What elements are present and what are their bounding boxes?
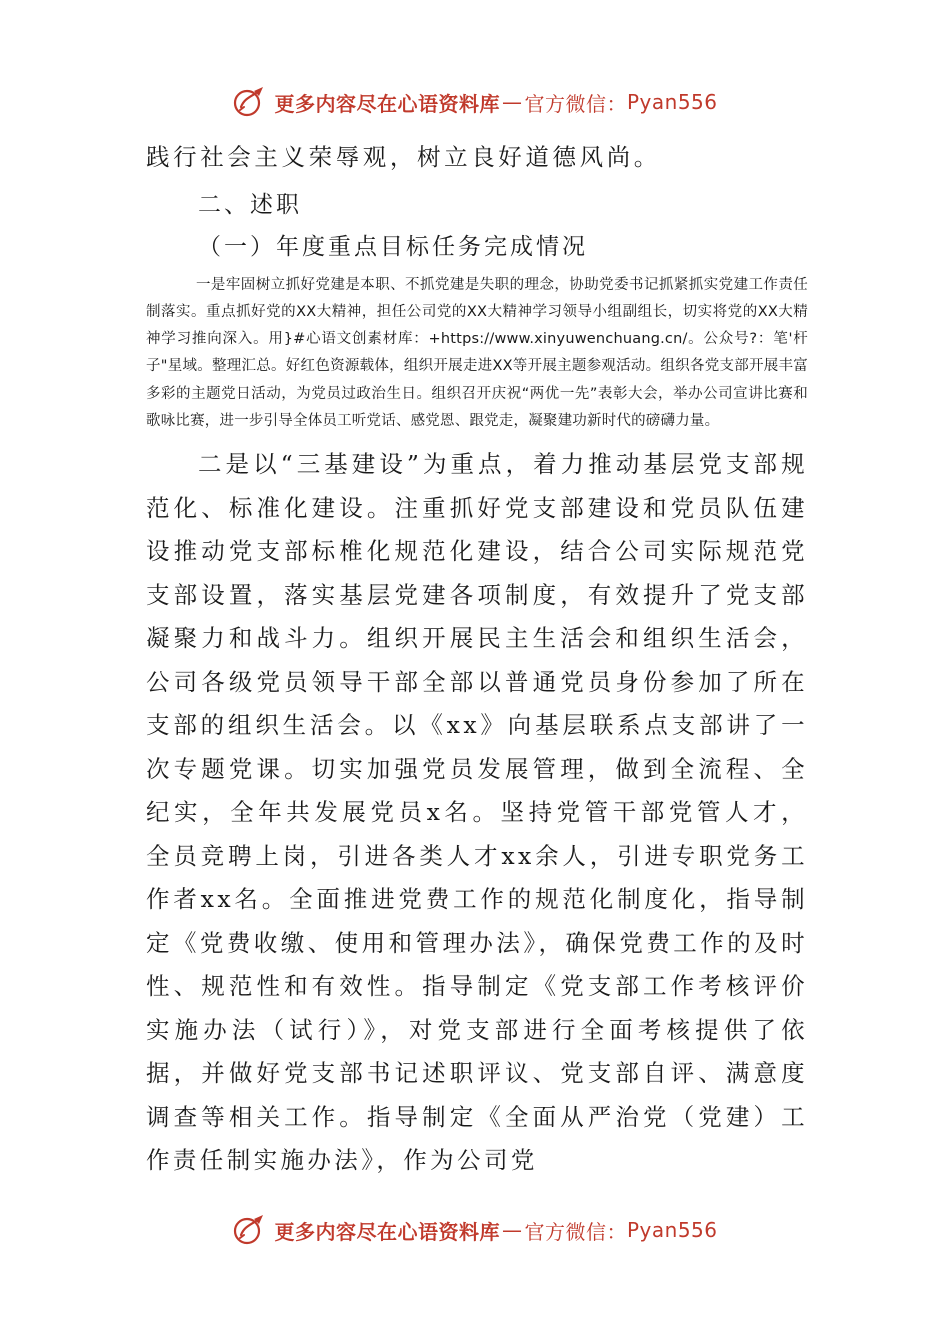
watermark-wechat-id: Pyan556 bbox=[626, 90, 718, 114]
paragraph-one: 一是牢固树立抓好党建是本职、不抓党建是失职的理念，协助党委书记抓紧抓实党建工作责任制落实。重点抓好党的XX大精神，担任公司党的XX大精神学习领导小组副组长，切实将党的XX大精神学习推向深入。用}#心语文创素材库：+https://www.xinyuwenchuang.cn/。公众号?：笔'杆子"星域。整理汇总。好红色资源载体，组织开展走进XX等开展主题参观活动。组织各党支部开展丰富多彩的主题党日活动，为党员过政治生日。组织召开庆祝“两优一先”表彰大会，举办公司宣讲比赛和歌咏比赛，进一步引导全体员工听党话、感党恩、跟党走，凝聚建功新时代的磅礴力量。 bbox=[146, 276, 808, 429]
watermark-banner-top bbox=[0, 82, 950, 122]
watermark-wechat-id: Pyan556 bbox=[626, 1218, 718, 1242]
watermark-separator: — bbox=[501, 1218, 523, 1242]
watermark-brand: 更多内容尽在心语资料库 bbox=[274, 1219, 500, 1244]
watermark-label: 官方微信： bbox=[524, 1219, 627, 1244]
section-heading: 二、述职 bbox=[198, 191, 302, 218]
pen-logo-icon bbox=[232, 1213, 266, 1247]
document-body bbox=[146, 136, 808, 1183]
pen-logo-icon bbox=[232, 85, 266, 119]
watermark-brand: 更多内容尽在心语资料库 bbox=[274, 91, 500, 116]
paragraph-two: 二是以“三基建设”为重点，着力推动基层党支部规范化、标准化建设。注重抓好党支部建设和党员队伍建设推动党支部标椎化规范化建设，结合公司实际规范党支部设置，落实基层党建各项制度，有效提升了党支部凝聚力和战斗力。组织开展民主生活会和组织生活会，公司各级党员领导干部全部以普通党员身份参加了所在支部的组织生活会。以《xx》向基层联系点支部讲了一次专题党课。切实加强党员发展管理，做到全流程、全纪实，全年共发展党员x名。坚持党管干部党管人才，全员竞聘上岗，引进各类人才xx余人，引进专职党务工作者xx名。全面推进党费工作的规范化制度化，指导制定《党费收缴、使用和管理办法》，确保党费工作的及时性、规范性和有效性。指导制定《党支部工作考核评价实施办法（试行）》，对党支部进行全面考核提供了依据，并做好党支部书记述职评议、党支部自评、满意度调查等相关工作。指导制定《全面从严治党（党建）工作责任制实施办法》，作为公司党 bbox=[146, 450, 808, 1175]
watermark-separator: — bbox=[501, 90, 523, 114]
watermark-label: 官方微信： bbox=[524, 91, 627, 116]
subsection-heading: （一）年度重点目标任务完成情况 bbox=[198, 233, 588, 260]
watermark-banner-bottom bbox=[0, 1210, 950, 1250]
carry-over-line: 践行社会主义荣辱观，树立良好道德风尚。 bbox=[146, 143, 661, 171]
